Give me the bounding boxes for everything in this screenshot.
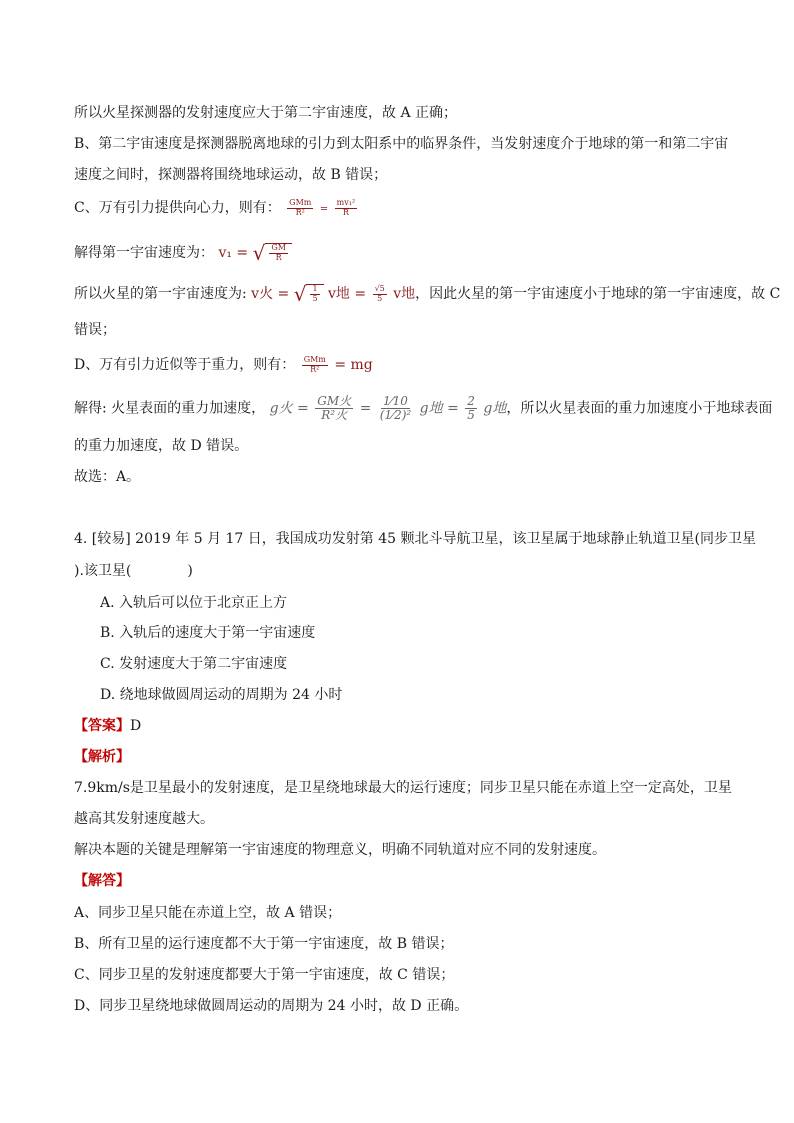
- solution-line-formula: [74, 243, 734, 263]
- analysis-line: 7.9km/s是卫星最小的发射速度，是卫星绕地球最大的运行速度；同步卫星只能在赤道上空一定高处，卫星: [74, 780, 732, 796]
- answer-value: D: [130, 718, 142, 734]
- formula-intro: 解得第一宇宙速度为：: [74, 245, 214, 261]
- equals-sign: =: [319, 204, 329, 215]
- variable: g火 =: [269, 400, 309, 417]
- equals-sign: =: [359, 400, 372, 417]
- numerator: GM火: [317, 394, 352, 408]
- denominator: (1⁄2)²: [379, 408, 412, 423]
- numerator: GMm: [289, 197, 312, 207]
- variable: g地 =: [419, 400, 459, 417]
- option-c: C. 发射速度大于第二宇宙速度: [100, 656, 288, 672]
- formula-conclusion: ，所以火星表面的重力加速度小于地球表面: [506, 400, 773, 417]
- numerator: GM: [271, 243, 286, 253]
- solution-line: 速度之间时，探测器将围绕地球运动，故 B 错误；: [74, 167, 388, 183]
- option-a: A. 入轨后可以位于北京正上方: [100, 595, 288, 611]
- solution-line-formula: [74, 355, 734, 375]
- solution-item-d: D、同步卫星绕地球做圆周运动的周期为 24 小时，故 D 正确。: [74, 998, 469, 1014]
- solution-line-formula: [74, 282, 781, 306]
- fraction: [315, 395, 353, 422]
- solution-item-b: B、所有卫星的运行速度都不大于第一宇宙速度，故 B 错误；: [74, 936, 454, 952]
- variable: v₁ =: [218, 245, 249, 261]
- formula-conclusion: ，因此火星的第一宇宙速度小于地球的第一宇宙速度，故 C: [415, 286, 781, 302]
- answer-label: 【答案】: [74, 718, 130, 734]
- numerator: 2: [467, 394, 475, 408]
- variable: g地: [483, 400, 507, 417]
- fraction: [373, 285, 387, 304]
- analysis-label: [74, 747, 734, 767]
- formula-intro: C、万有引力提供向心力，则有：: [74, 200, 281, 216]
- denominator: R: [275, 253, 282, 262]
- analysis-line: 越高其发射速度越大。: [74, 811, 214, 827]
- solution-item-a: A、同步卫星只能在赤道上空，故 A 错误；: [74, 905, 342, 921]
- solution-label: [74, 871, 734, 891]
- analysis-heading: 【解析】: [74, 749, 130, 765]
- fraction: [287, 199, 313, 218]
- numerator: 1⁄10: [383, 394, 408, 408]
- numerator: √5: [374, 283, 385, 293]
- fraction: [378, 395, 413, 422]
- fraction: [310, 285, 319, 304]
- variable: v地 =: [328, 286, 367, 302]
- solution-line-formula: [74, 394, 773, 423]
- fraction: [269, 244, 288, 263]
- equation-rhs: = mg: [334, 357, 373, 373]
- formula-intro: 所以火星的第一宇宙速度为:: [74, 286, 247, 302]
- variable: v地: [393, 286, 416, 302]
- variable: v火 =: [251, 286, 290, 302]
- answer-line: [74, 716, 734, 736]
- solution-line: B、第二宇宙速度是探测器脱离地球的引力到太阳系中的临界条件，当发射速度介于地球的第一和第二宇宙: [74, 136, 729, 152]
- square-root: √ $\frac{1}{5}$: [294, 284, 324, 304]
- denominator: 5: [377, 293, 383, 303]
- numerator: GMm: [303, 354, 326, 364]
- denominator: R: [342, 207, 349, 217]
- formula-intro: 解得: 火星表面的重力加速度，: [74, 400, 266, 417]
- denominator: R²: [295, 207, 305, 217]
- formula-intro: D、万有引力近似等于重力，则有：: [74, 357, 296, 373]
- square-root: √ $\frac{GM}{R}$: [253, 243, 292, 263]
- final-choice: 故选：A。: [74, 469, 141, 485]
- option-b: B. 入轨后的速度大于第一宇宙速度: [100, 625, 316, 641]
- denominator: R²火: [321, 408, 348, 423]
- question-stem: ).该卫星( ): [74, 563, 193, 579]
- solution-line: 错误；: [74, 322, 116, 338]
- fraction: [465, 395, 477, 422]
- solution-line: 的重力加速度，故 D 错误。: [74, 438, 249, 454]
- denominator: R²: [310, 364, 320, 374]
- fraction: [335, 199, 358, 218]
- fraction: [302, 356, 328, 375]
- solution-line: 所以火星探测器的发射速度应大于第二宇宙速度，故 A 正确；: [74, 105, 458, 121]
- numerator: mv₁²: [336, 197, 356, 207]
- denominator: 5: [312, 294, 318, 303]
- denominator: 5: [467, 408, 475, 423]
- option-d: D. 绕地球做圆周运动的周期为 24 小时: [100, 687, 343, 703]
- question-stem: 4. [较易] 2019 年 5 月 17 日，我国成功发射第 45 颗北斗导航卫星，该卫星属于地球静止轨道卫星(同步卫星: [74, 531, 756, 547]
- solution-heading: 【解答】: [74, 873, 130, 889]
- solution-line-formula: [74, 198, 734, 220]
- numerator: 1: [312, 284, 318, 294]
- solution-item-c: C、同步卫星的发射速度都要大于第一宇宙速度，故 C 错误；: [74, 967, 455, 983]
- analysis-line: 解决本题的关键是理解第一宇宙速度的物理意义，明确不同轨道对应不同的发射速度。: [74, 842, 606, 858]
